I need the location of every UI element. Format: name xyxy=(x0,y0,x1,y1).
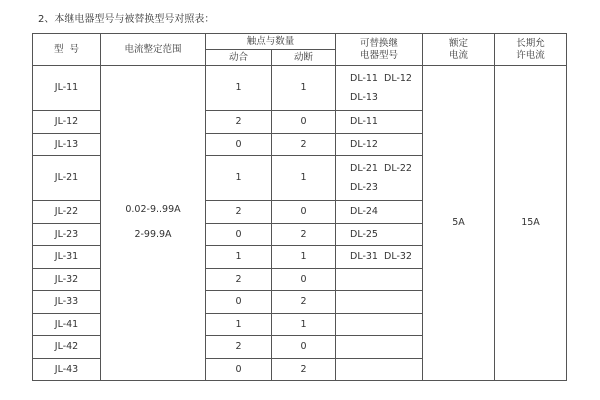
cell-replaceable xyxy=(336,156,423,201)
cell-replaceable xyxy=(336,313,423,336)
cell-model: JL-41 xyxy=(33,313,101,336)
cell-make: 2 xyxy=(206,201,272,224)
cell-make: 1 xyxy=(206,66,272,111)
cell-model: JL-31 xyxy=(33,246,101,269)
cell-break: 0 xyxy=(272,201,336,224)
cell-make: 2 xyxy=(206,268,272,291)
replaceable-model: DL-23 xyxy=(350,182,378,193)
header-contacts: 触点与数量 xyxy=(206,34,336,50)
header-make: 动合 xyxy=(206,50,272,66)
header-break: 动断 xyxy=(272,50,336,66)
cell-rated-current: 5A xyxy=(423,66,495,381)
header-longterm-current xyxy=(495,34,567,66)
header-longterm-line1: 长期允 xyxy=(516,38,545,50)
cell-make: 1 xyxy=(206,156,272,201)
cell-replaceable xyxy=(336,223,423,246)
current-range-value: 0.02-9..99A xyxy=(125,204,181,216)
cell-model: JL-11 xyxy=(33,66,101,111)
cell-model: JL-13 xyxy=(33,133,101,156)
cell-break: 1 xyxy=(272,156,336,201)
cell-longterm-current: 15A xyxy=(495,66,567,381)
cell-break: 0 xyxy=(272,336,336,359)
replaceable-model: DL-25 xyxy=(350,228,378,240)
cell-break: 0 xyxy=(272,268,336,291)
replaceable-model: DL-13 xyxy=(350,92,378,103)
section-title: 2、本继电器型号与被替换型号对照表： xyxy=(38,14,215,25)
cell-model: JL-22 xyxy=(33,201,101,224)
cell-replaceable xyxy=(336,246,423,269)
cell-break: 2 xyxy=(272,358,336,381)
replaceable-model: DL-24 xyxy=(350,206,378,218)
cell-replaceable xyxy=(336,291,423,314)
cell-replaceable xyxy=(336,66,423,111)
relay-comparison-table xyxy=(32,33,567,381)
current-range-value: 2-99.9A xyxy=(134,229,172,240)
header-rated-line2: 电流 xyxy=(449,49,469,61)
cell-make: 0 xyxy=(206,133,272,156)
cell-break: 1 xyxy=(272,66,336,111)
cell-model: JL-21 xyxy=(33,156,101,201)
cell-model: JL-32 xyxy=(33,268,101,291)
replaceable-model: DL-31 DL-32 xyxy=(350,251,412,263)
cell-make: 0 xyxy=(206,291,272,314)
header-row xyxy=(33,34,567,50)
cell-model: JL-43 xyxy=(33,358,101,381)
replaceable-model: DL-12 xyxy=(350,138,378,150)
cell-break: 2 xyxy=(272,291,336,314)
cell-make: 2 xyxy=(206,336,272,359)
header-rated-line1: 额定 xyxy=(449,38,469,50)
cell-replaceable xyxy=(336,201,423,224)
cell-break: 2 xyxy=(272,133,336,156)
header-replaceable xyxy=(336,34,423,66)
replaceable-model: DL-11 xyxy=(350,116,378,128)
header-longterm-line2: 许电流 xyxy=(516,49,545,61)
cell-replaceable xyxy=(336,111,423,134)
table-row xyxy=(33,66,567,111)
cell-make: 0 xyxy=(206,223,272,246)
header-replaceable-line1: 可替换继 xyxy=(360,38,399,50)
cell-current-range xyxy=(101,66,206,381)
cell-model: JL-33 xyxy=(33,291,101,314)
replaceable-model: DL-21 DL-22 xyxy=(350,163,412,174)
header-model: 型 号 xyxy=(33,34,101,66)
cell-make: 1 xyxy=(206,246,272,269)
cell-replaceable xyxy=(336,336,423,359)
cell-replaceable xyxy=(336,358,423,381)
header-rated-current xyxy=(423,34,495,66)
replaceable-model: DL-11 DL-12 xyxy=(350,73,412,84)
header-replaceable-line2: 电器型号 xyxy=(360,49,399,61)
cell-replaceable xyxy=(336,133,423,156)
cell-break: 1 xyxy=(272,246,336,269)
cell-make: 1 xyxy=(206,313,272,336)
header-current-range: 电流整定范围 xyxy=(101,34,206,66)
cell-model: JL-42 xyxy=(33,336,101,359)
cell-model: JL-23 xyxy=(33,223,101,246)
cell-break: 0 xyxy=(272,111,336,134)
cell-break: 2 xyxy=(272,223,336,246)
cell-break: 1 xyxy=(272,313,336,336)
cell-model: JL-12 xyxy=(33,111,101,134)
cell-make: 2 xyxy=(206,111,272,134)
cell-make: 0 xyxy=(206,358,272,381)
cell-replaceable xyxy=(336,268,423,291)
